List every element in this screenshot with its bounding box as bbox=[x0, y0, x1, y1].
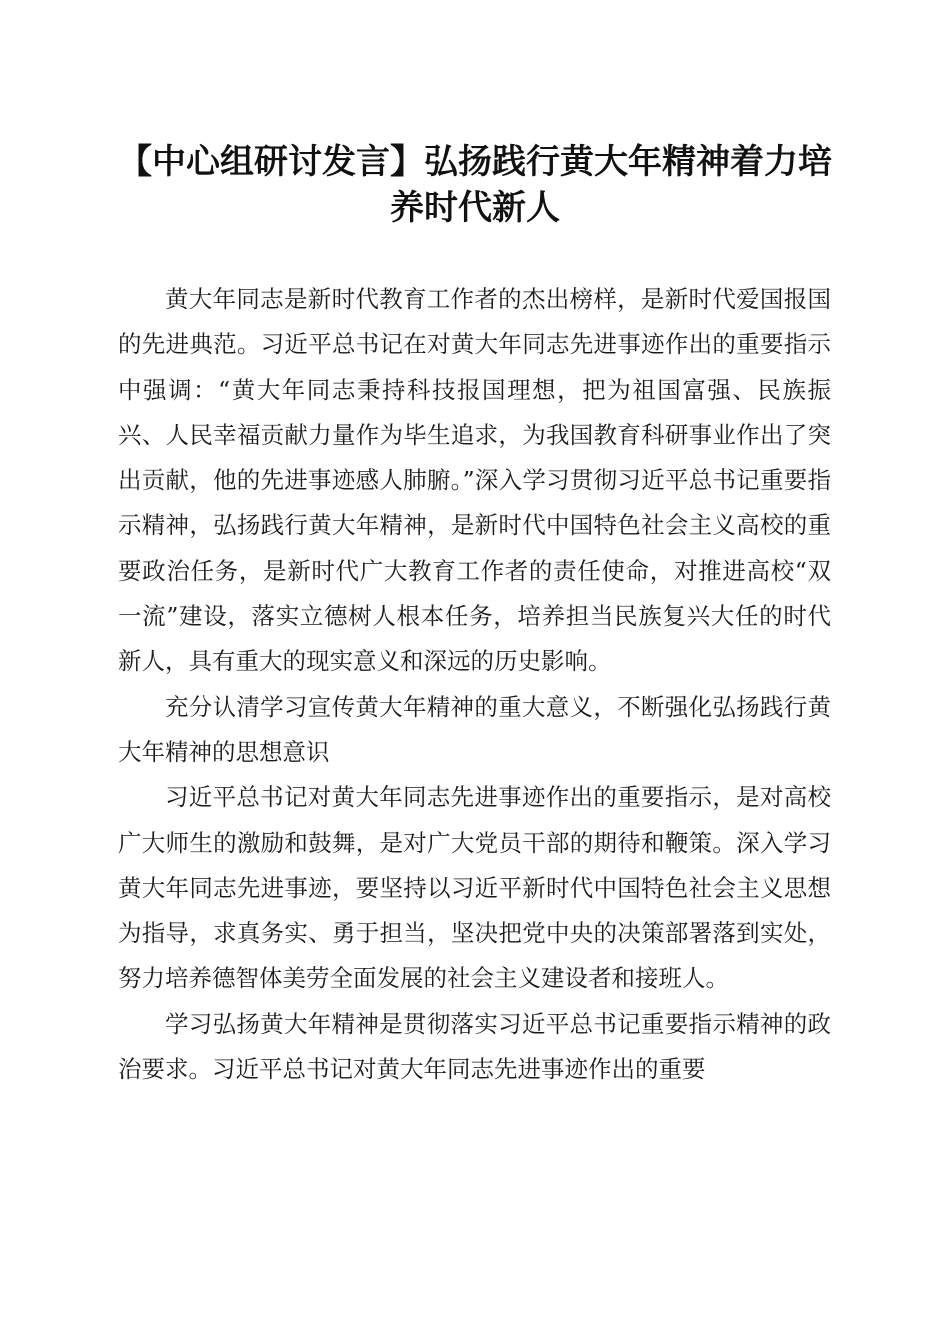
paragraph-instructions: 习近平总书记对黄大年同志先进事迹作出的重要指示，是对高校广大师生的激励和鼓舞，是对广大党员干部的期待和鞭策。深入学习黄大年同志先进事迹，要坚持以习近平新时代中国特色社会主义思想为指导，求真务实、勇于担当，坚决把党中央的决策部署落到实处，努力培养德智体美劳全面发展的社会主义建设者和接班人。 bbox=[118, 783, 831, 993]
paragraph-section-heading: 充分认清学习宣传黄大年精神的重大意义，不断强化弘扬践行黄大年精神的思想意识 bbox=[118, 692, 831, 766]
document-title: 【中心组研讨发言】弘扬践行黄大年精神着力培养时代新人 bbox=[118, 142, 832, 228]
paragraph-intro: 黄大年同志是新时代教育工作者的杰出榜样，是新时代爱国报国的先进典范。习近平总书记在对黄大年同志先进事迹作出的重要指示中强调：“黄大年同志秉持科技报国理想，把为祖国富强、民族振兴、人民幸福贡献力量作为毕生追求，为我国教育科研事业作出了突出贡献，他的先进事迹感人肺腑。”深入学习贯彻习近平总书记重要指示精神，弘扬践行黄大年精神，是新时代中国特色社会主义高校的重要政治任务，是新时代广大教育工作者的责任使命，对推进高校“双一流”建设，落实立德树人根本任务，培养担当民族复兴大任的时代新人，具有重大的现实意义和深远的历史影响。 bbox=[118, 285, 831, 676]
paragraph-political-requirement: 学习弘扬黄大年精神是贯彻落实习近平总书记重要指示精神的政治要求。习近平总书记对黄大年同志先进事迹作出的重要 bbox=[118, 1009, 831, 1084]
document-body bbox=[118, 277, 831, 1092]
